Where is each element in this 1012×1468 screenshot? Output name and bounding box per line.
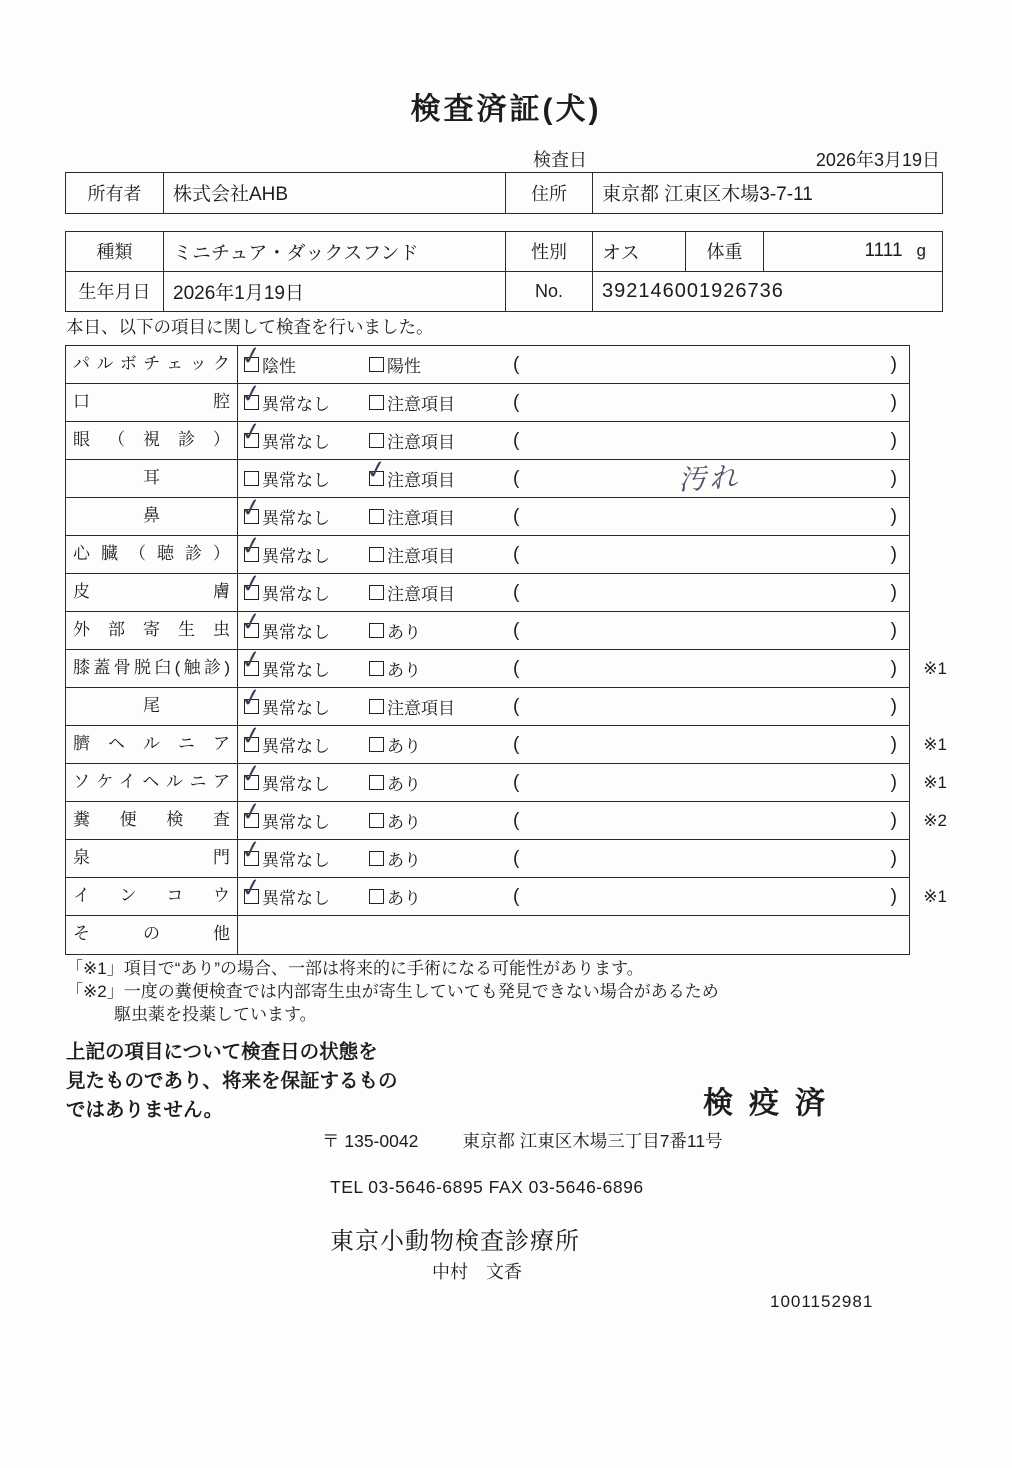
- option-2-checkbox: [369, 357, 384, 372]
- disclaimer-line-1: 上記の項目について検査日の状態を: [66, 1041, 378, 1063]
- paren-close: ): [890, 505, 897, 527]
- exam-row-label: 泉門: [66, 840, 238, 877]
- option-2-checkbox: [369, 851, 384, 866]
- clinic-postal-code: 〒 135-0042: [322, 1131, 419, 1151]
- exam-option-2: [369, 808, 509, 833]
- exam-row-label: 鼻: [66, 498, 238, 535]
- exam-option-2: [369, 390, 509, 415]
- option-1-checkbox: [244, 851, 259, 866]
- exam-option-2: [369, 428, 509, 453]
- option-2-label: 注意項目: [387, 547, 455, 566]
- option-1-checkbox: [244, 547, 259, 562]
- exam-row-options: [238, 574, 909, 611]
- option-1-label: 異常なし: [262, 547, 330, 566]
- exam-option-1: [238, 846, 369, 871]
- paren-open: (: [513, 771, 520, 793]
- paren-open: (: [513, 657, 520, 679]
- exam-result-field: [509, 650, 909, 687]
- exam-row-options: [238, 726, 909, 763]
- exam-result-field: [509, 764, 909, 801]
- sex-label: 性別: [506, 232, 593, 271]
- paren-open: (: [513, 581, 520, 603]
- option-2-label: 注意項目: [387, 395, 455, 414]
- address-value: 東京都 江東区木場3-7-11: [602, 184, 813, 206]
- option-2-label: 注意項目: [387, 699, 455, 718]
- option-2-checkbox: [369, 623, 384, 638]
- option-1-label: 異常なし: [262, 889, 330, 908]
- exam-option-1: [238, 390, 369, 415]
- exam-row-options: [238, 802, 909, 839]
- exam-row-options: [238, 612, 909, 649]
- footnote-2-continued: 駆虫薬を投薬しています。: [114, 1005, 317, 1024]
- pet-table: [65, 231, 943, 312]
- paren-open: (: [513, 353, 520, 375]
- paren-open: (: [513, 505, 520, 527]
- exam-option-1: [238, 542, 369, 567]
- clinic-name: 東京小動物検査診療所: [330, 1228, 580, 1255]
- exam-row: [66, 612, 909, 650]
- weight-label: 体重: [686, 232, 764, 271]
- option-1-checkbox: [244, 737, 259, 752]
- option-1-checkbox: [244, 433, 259, 448]
- exam-result-field: [509, 422, 909, 459]
- paren-close: ): [890, 429, 897, 451]
- owner-value: 株式会社AHB: [164, 173, 506, 213]
- paren-close: ): [890, 619, 897, 641]
- option-2-checkbox: [369, 547, 384, 562]
- exam-row: [66, 764, 947, 802]
- exam-row: [66, 802, 947, 840]
- option-1-checkbox: [244, 585, 259, 600]
- exam-row: [66, 574, 909, 612]
- option-2-label: あり: [387, 661, 421, 680]
- paren-close: ): [890, 581, 897, 603]
- option-2-label: 注意項目: [387, 585, 455, 604]
- disclaimer-line-3: ではありません。: [66, 1099, 224, 1121]
- document-code: 1001152981: [770, 1292, 874, 1311]
- exam-option-1: [238, 884, 369, 909]
- option-1-checkbox: [244, 775, 259, 790]
- exam-row-label: ソケイヘルニア: [66, 764, 238, 801]
- paren-close: ): [890, 695, 897, 717]
- exam-row-label: 糞便検査: [66, 802, 238, 839]
- paren-open: (: [513, 391, 520, 413]
- exam-row-label: 皮膚: [66, 574, 238, 611]
- breed-value: ミニチュア・ダックスフンド: [164, 232, 506, 271]
- exam-row: [66, 878, 947, 916]
- paren-open: (: [513, 733, 520, 755]
- exam-row-label: 膝蓋骨脱臼(触診): [66, 650, 238, 687]
- paren-close: ): [890, 771, 897, 793]
- option-2-label: あり: [387, 813, 421, 832]
- exam-row-options: [238, 878, 909, 915]
- option-2-checkbox: [369, 509, 384, 524]
- birthdate-value: 2026年1月19日: [164, 272, 506, 312]
- exam-row: [66, 726, 947, 764]
- option-1-checkbox: [244, 623, 259, 638]
- exam-row-options: [238, 840, 909, 877]
- exam-row-options: [238, 422, 909, 459]
- option-1-label: 陰性: [262, 357, 296, 376]
- exam-row: [66, 498, 909, 536]
- option-1-label: 異常なし: [262, 395, 330, 414]
- exam-option-2: [369, 466, 509, 491]
- exam-row: [66, 650, 947, 688]
- exam-option-2: [369, 770, 509, 795]
- exam-row-label: 外部寄生虫: [66, 612, 238, 649]
- exam-option-2: [369, 580, 509, 605]
- option-2-checkbox: [369, 889, 384, 904]
- option-2-label: 注意項目: [387, 433, 455, 452]
- birthdate-label: 生年月日: [66, 272, 164, 312]
- pet-table-row-2: [66, 272, 942, 312]
- exam-row-options: [238, 688, 909, 725]
- exam-row-options: [238, 536, 909, 573]
- intro-text: 本日、以下の項目に関して検査を行いました。: [66, 317, 434, 337]
- exam-option-1: [238, 656, 369, 681]
- exam-option-2: [369, 656, 509, 681]
- disclaimer: [66, 1038, 398, 1125]
- exam-row: [66, 840, 909, 878]
- exam-result-field: [509, 346, 909, 383]
- option-1-label: 異常なし: [262, 775, 330, 794]
- exam-result-field: [509, 726, 909, 763]
- footnote-ref: ※1: [923, 658, 947, 678]
- exam-row-label: 口腔: [66, 384, 238, 421]
- exam-row: [66, 346, 909, 384]
- paren-open: (: [513, 619, 520, 641]
- exam-result-field: [509, 878, 909, 915]
- option-1-label: 異常なし: [262, 433, 330, 452]
- exam-result-field: [509, 498, 909, 535]
- exam-option-1: [238, 466, 369, 491]
- owner-label: 所有者: [66, 173, 164, 213]
- exam-row-label: 耳: [66, 460, 238, 497]
- exam-option-2: [369, 542, 509, 567]
- option-1-label: 異常なし: [262, 471, 330, 490]
- exam-row-options: [238, 498, 909, 535]
- option-2-checkbox: [369, 471, 384, 486]
- no-value: 392146001926736: [602, 279, 784, 302]
- option-2-checkbox: [369, 661, 384, 676]
- exam-option-2: [369, 618, 509, 643]
- paren-close: ): [890, 467, 897, 489]
- paren-close: ): [890, 543, 897, 565]
- exam-row-options: [238, 346, 909, 383]
- exam-row: [66, 384, 909, 422]
- exam-result-field: [509, 460, 909, 497]
- exam-option-1: [238, 732, 369, 757]
- paren-open: (: [513, 885, 520, 907]
- option-1-label: 異常なし: [262, 737, 330, 756]
- exam-row-options: [238, 384, 909, 421]
- no-label: No.: [506, 272, 593, 312]
- exam-result-field: [509, 612, 909, 649]
- option-1-label: 異常なし: [262, 699, 330, 718]
- exam-table: [65, 345, 947, 955]
- option-1-label: 異常なし: [262, 813, 330, 832]
- exam-option-2: [369, 732, 509, 757]
- paren-open: (: [513, 543, 520, 565]
- disclaimer-line-2: 見たものであり、将来を保証するもの: [66, 1070, 398, 1092]
- footnote-ref: ※1: [923, 734, 947, 754]
- paren-open: (: [513, 695, 520, 717]
- inspection-date-value: 2026年3月19日: [815, 150, 940, 170]
- option-2-checkbox: [369, 433, 384, 448]
- footnote-ref: ※1: [923, 886, 947, 906]
- footnote-2: 「※2」一度の糞便検査では内部寄生虫が寄生していても発見できない場合があるため: [66, 982, 719, 1001]
- paren-close: ): [890, 885, 897, 907]
- inspection-date-row: [533, 146, 940, 172]
- exam-result-field: [509, 802, 909, 839]
- footnote-ref: ※2: [923, 810, 947, 830]
- option-1-checkbox: [244, 813, 259, 828]
- option-2-label: あり: [387, 775, 421, 794]
- quarantine-stamp: 検疫済: [703, 1087, 841, 1120]
- exam-row-label: インコウ: [66, 878, 238, 915]
- exam-row-label: 臍ヘルニア: [66, 726, 238, 763]
- exam-row-label: 心臓（聴診）: [66, 536, 238, 573]
- option-2-label: あり: [387, 851, 421, 870]
- weight-unit: g: [916, 241, 926, 261]
- exam-result-field: [509, 536, 909, 573]
- clinic-address-row: [322, 1128, 723, 1153]
- exam-option-2: [369, 694, 509, 719]
- paren-close: ): [890, 847, 897, 869]
- option-2-label: 注意項目: [387, 471, 455, 490]
- exam-option-2: [369, 846, 509, 871]
- footnotes: [66, 957, 719, 1026]
- exam-option-1: [238, 580, 369, 605]
- exam-result-field: [509, 688, 909, 725]
- option-2-checkbox: [369, 775, 384, 790]
- breed-label: 種類: [66, 232, 164, 271]
- option-1-label: 異常なし: [262, 851, 330, 870]
- weight-cell: [764, 232, 942, 271]
- exam-option-1: [238, 694, 369, 719]
- exam-option-1: [238, 808, 369, 833]
- option-2-label: あり: [387, 737, 421, 756]
- option-2-label: 陽性: [387, 357, 421, 376]
- exam-row-label: パルボチェック: [66, 346, 238, 383]
- weight-value: 1111: [864, 240, 903, 262]
- footnote-ref: ※1: [923, 772, 947, 792]
- exam-row-options: [238, 764, 909, 801]
- option-1-checkbox: [244, 889, 259, 904]
- option-1-checkbox: [244, 699, 259, 714]
- exam-result-field: [509, 840, 909, 877]
- option-2-checkbox: [369, 737, 384, 752]
- paren-open: (: [513, 429, 520, 451]
- exam-option-1: [238, 428, 369, 453]
- handwritten-note: 汚れ: [677, 461, 741, 496]
- option-2-checkbox: [369, 585, 384, 600]
- option-2-label: 注意項目: [387, 509, 455, 528]
- exam-row-options: [238, 916, 909, 954]
- option-1-checkbox: [244, 509, 259, 524]
- owner-table: [65, 172, 943, 214]
- option-1-checkbox: [244, 395, 259, 410]
- exam-option-2: [369, 352, 509, 377]
- exam-row: [66, 916, 909, 954]
- option-1-checkbox: [244, 661, 259, 676]
- exam-row-label: その他: [66, 916, 238, 954]
- option-2-checkbox: [369, 699, 384, 714]
- exam-row: [66, 422, 909, 460]
- paren-close: ): [890, 353, 897, 375]
- exam-row: [66, 688, 909, 726]
- paren-open: (: [513, 847, 520, 869]
- option-2-checkbox: [369, 813, 384, 828]
- exam-option-1: [238, 618, 369, 643]
- exam-option-1: [238, 504, 369, 529]
- option-2-checkbox: [369, 395, 384, 410]
- inspection-date-label: 検査日: [533, 150, 587, 170]
- exam-option-1: [238, 352, 369, 377]
- paren-close: ): [890, 733, 897, 755]
- document-title: 検査済証(犬): [410, 93, 602, 126]
- footnote-1: 「※1」項目で“あり”の場合、一部は将来的に手術になる可能性があります。: [66, 959, 644, 978]
- clinic-tel-fax: TEL 03-5646-6895 FAX 03-5646-6896: [330, 1177, 644, 1197]
- paren-open: (: [513, 467, 520, 489]
- option-1-checkbox: [244, 471, 259, 486]
- pet-table-row-1: [66, 232, 942, 272]
- option-1-label: 異常なし: [262, 661, 330, 680]
- exam-row-label: 尾: [66, 688, 238, 725]
- paren-open: (: [513, 809, 520, 831]
- option-1-label: 異常なし: [262, 623, 330, 642]
- exam-result-field: [509, 574, 909, 611]
- option-2-label: あり: [387, 889, 421, 908]
- paren-close: ): [890, 809, 897, 831]
- option-1-label: 異常なし: [262, 585, 330, 604]
- paren-close: ): [890, 657, 897, 679]
- sex-value: オス: [593, 232, 686, 271]
- clinic-person-name: 中村 文香: [432, 1262, 522, 1282]
- exam-row-options: [238, 650, 909, 687]
- exam-row-options: [238, 460, 909, 497]
- address-label: 住所: [506, 173, 593, 213]
- exam-option-2: [369, 504, 509, 529]
- exam-option-2: [369, 884, 509, 909]
- exam-option-1: [238, 770, 369, 795]
- exam-row-label: 眼（視診）: [66, 422, 238, 459]
- option-1-label: 異常なし: [262, 509, 330, 528]
- option-2-label: あり: [387, 623, 421, 642]
- option-1-checkbox: [244, 357, 259, 372]
- exam-row: [66, 460, 909, 498]
- paren-close: ): [890, 391, 897, 413]
- exam-result-field: [509, 384, 909, 421]
- clinic-address: 東京都 江東区木場三丁目7番11号: [462, 1131, 723, 1151]
- exam-row: [66, 536, 909, 574]
